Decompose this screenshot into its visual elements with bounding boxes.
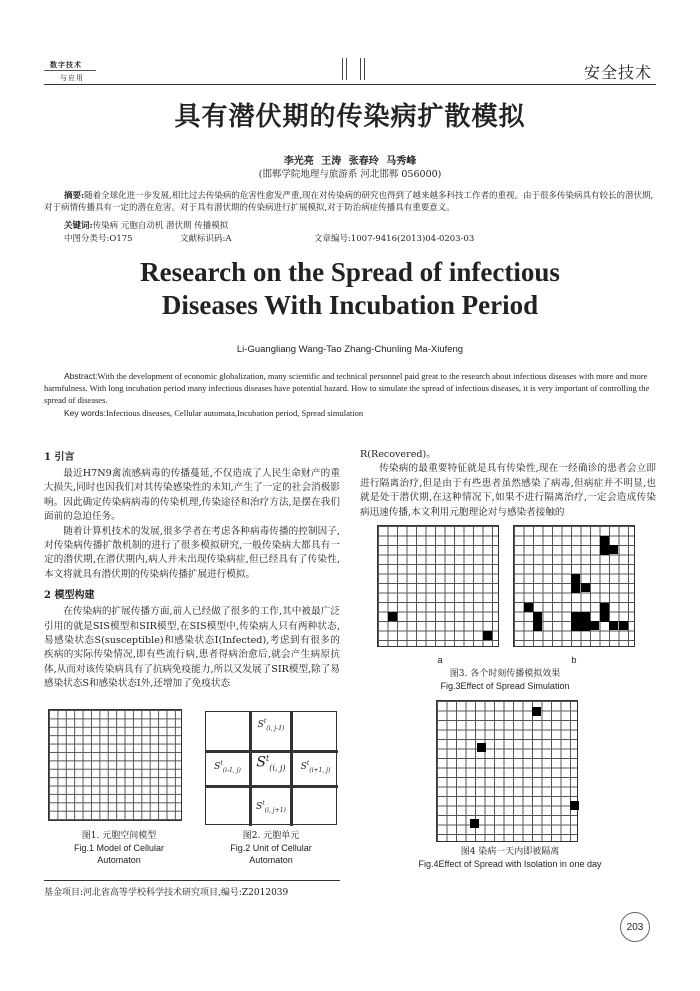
logo-divider bbox=[44, 70, 96, 71]
journal-logo bbox=[44, 56, 96, 86]
fig3a-infected-cell bbox=[388, 612, 397, 621]
keywords-en-label: Key words: bbox=[64, 408, 107, 418]
logo-line1: 数字技术 bbox=[50, 60, 82, 69]
authors-cn: 李光亮 王涛 张春玲 马秀峰 bbox=[283, 156, 417, 167]
abstract-en-label: Abstract: bbox=[64, 371, 98, 381]
footnote: 基金项目:河北省高等学校科学技术研究项目,编号:Z2012039 bbox=[44, 888, 289, 898]
fig2-caption-en-line1: Fig.2 Unit of Cellular bbox=[230, 843, 312, 853]
keywords-en-text: Infectious diseases, Cellular automata,Incubation period, Spread simulation bbox=[106, 408, 364, 418]
footnote-rule bbox=[44, 880, 340, 881]
fig3-caption-cn: 图3. 各个时刻传播模拟效果 bbox=[449, 669, 561, 679]
section1-paragraph2: 随着计算机技术的发展,很多学者在考虑各种病毒传播的控制因子,对传染病传播扩散机制的进行了很多模拟研究,一般传染病大都具有一定的潜伏期,在潜伏期内,病人并未出现传染病症,但已经具有了传染性,本文将就具有潜伏期的传染病传播扩展进行模拟。 bbox=[44, 525, 340, 580]
section2-paragraph1: 在传染病的扩展传播方面,前人已经做了很多的工作,其中被最广泛引用的就是SIS模型和SIR模型,在SIS模型中,传染病人只有两种状态,易感染状态S(susceptible)和感染状态I(Infected),考虑到有很多的疾病的实际传染情况,即有些流行病,患者得病治愈后,就会产生病原抗体,从而对该传染病具有了抗病免疫能力,所以又发展了SIR模型,除了易感染状态S和感染状态I外,还增加了免疫状态 bbox=[44, 606, 340, 690]
page-number: 203 bbox=[620, 912, 650, 942]
col2-paragraph0: R(Recovered)。 bbox=[360, 449, 436, 460]
fig4-infected-cell bbox=[470, 819, 479, 828]
fig1-caption-cn: 图1. 元胞空间模型 bbox=[81, 831, 157, 841]
fig3b-infected-cell bbox=[571, 574, 580, 593]
article-number: 文章编号:1007-9416(2013)04-0203-03 bbox=[314, 234, 475, 244]
fig3b-infected-cell bbox=[619, 621, 628, 630]
fig1-caption-en-line2: Automaton bbox=[97, 855, 141, 865]
fig3b-grid bbox=[513, 525, 635, 647]
fig3-caption bbox=[400, 668, 610, 692]
fig3-caption-en: Fig.3Effect of Spread Simulation bbox=[440, 681, 570, 691]
fig2-caption-en-line2: Automaton bbox=[249, 855, 293, 865]
fig3-label-a: a bbox=[437, 655, 443, 665]
fig3b-infected-cell bbox=[600, 536, 609, 555]
fig4-grid bbox=[436, 700, 578, 842]
fig4-infected-cell bbox=[477, 743, 486, 752]
document-code: 文献标识码:A bbox=[180, 234, 232, 244]
fig1-caption-en-line1: Fig.1 Model of Cellular bbox=[73, 843, 165, 853]
fig3b-infected-cell bbox=[524, 603, 533, 612]
section1-heading: 1 引言 bbox=[44, 452, 75, 463]
fig4-infected-cell bbox=[570, 801, 579, 810]
fig3b-infected-cell bbox=[609, 621, 618, 630]
abstract-cn bbox=[44, 190, 656, 214]
fig3b-infected-cell bbox=[533, 612, 542, 631]
fig2-caption bbox=[196, 830, 346, 866]
keywords-en bbox=[64, 408, 363, 418]
fig2-cell-center: $S^t_{(i, j)}$ bbox=[256, 754, 286, 773]
fig2-cell-bottom: $S^t_{(i, j+1)}$ bbox=[256, 800, 286, 814]
fig4-caption-cn: 图4 染病一天内即被隔离 bbox=[460, 847, 560, 857]
fig2-cell-left: $S^t_{(i-1, j)}$ bbox=[214, 760, 241, 774]
keywords-cn-label: 关键词: bbox=[64, 221, 93, 231]
fig4-infected-cell bbox=[532, 707, 541, 716]
title-en-line2: Diseases With Incubation Period bbox=[161, 290, 539, 320]
section1-paragraph1: 最近H7N9禽流感病毒的传播蔓延,不仅造成了人民生命财产的重大损失,同时也因我们对其传染感染性的未知,产生了一定的社会消极影响。因此确定传染病病毒的传染机理,传染途径和治疗方法,是摆在我们面前的急迫任务。 bbox=[44, 468, 340, 523]
clc-number: 中图分类号:O175 bbox=[64, 234, 133, 244]
abstract-en bbox=[44, 370, 656, 406]
fig2-cell-right: $S^t_{(i+1, j)}$ bbox=[300, 760, 331, 774]
abstract-cn-text: 随着全球化进一步发展,相比过去传染病的危害性愈发严重,现在对传染病的研究也得到了越来越多科技工作者的重视。由于很多传染病具有较长的潜伏期,对于病情传播具有一定的潜在危害。对于具有潜伏期的传染病进行扩展模拟,对于防治病症传播具有重要意义。 bbox=[44, 191, 654, 213]
affiliation-cn: (邯郸学院地理与旅游系 河北邯郸 056000) bbox=[258, 169, 442, 180]
fig1-cell-grid bbox=[48, 709, 182, 821]
fig3b-infected-cell bbox=[571, 612, 590, 631]
title-cn: 具有潜伏期的传染病扩散模拟 bbox=[174, 102, 526, 132]
fig3b-infected-cell bbox=[590, 621, 599, 630]
fig3a-infected-cell bbox=[483, 631, 492, 640]
logo-line2: 与应用 bbox=[60, 74, 84, 82]
section-name: 安全技术 bbox=[583, 63, 652, 82]
title-en-line1: Research on the Spread of infectious bbox=[140, 257, 560, 287]
header-bars-ornament bbox=[340, 58, 366, 80]
fig3-label-b: b bbox=[571, 655, 577, 665]
header-rule bbox=[44, 84, 656, 85]
authors-en: Li-Guangliang Wang-Tao Zhang-Chunling Ma-Xiufeng bbox=[236, 344, 464, 355]
fig3b-infected-cell bbox=[581, 583, 590, 592]
fig4-caption bbox=[390, 846, 630, 870]
keywords-cn bbox=[64, 219, 228, 231]
fig1-caption bbox=[44, 830, 194, 866]
fig4-caption-en: Fig.4Effect of Spread with Isolation in one day bbox=[418, 859, 602, 869]
fig3b-infected-cell bbox=[600, 603, 609, 622]
fig3b-infected-cell bbox=[609, 545, 618, 554]
fig3a-grid bbox=[377, 525, 499, 647]
fig2-caption-cn: 图2. 元胞单元 bbox=[242, 831, 300, 841]
abstract-en-text: With the development of economic globalization, many scientific and technical personnel paid great to the research about infectious diseases with more and more harmfulness. With long incubation period many infectious diseases have potential hazard. How to simulate the spread of infectious diseases, it is very important of controlling the spread of diseases. bbox=[44, 371, 650, 405]
title-en bbox=[0, 256, 700, 322]
fig2-cell-unit bbox=[205, 711, 337, 825]
column-right bbox=[360, 448, 656, 520]
col2-paragraph1: 传染病的最重要特征就是具有传染性,现在一经确诊的患者会立即进行隔离治疗,但是由于有些患者虽然感染了病毒,但病症并不明显,也就是处于潜伏期,在这种情况下,如果不进行隔离治疗,一定会造成传染病迅速传播,本文利用元胞理论对与感染者接触的 bbox=[360, 463, 656, 518]
section2-heading: 2 模型构建 bbox=[44, 590, 95, 602]
column-left bbox=[44, 448, 340, 692]
fig2-cell-top: $S^t_{(i, j-1)}$ bbox=[257, 718, 285, 732]
abstract-cn-label: 摘要: bbox=[64, 191, 85, 201]
keywords-cn-text: 传染病 元胞自动机 潜伏期 传播模拟 bbox=[92, 221, 229, 231]
